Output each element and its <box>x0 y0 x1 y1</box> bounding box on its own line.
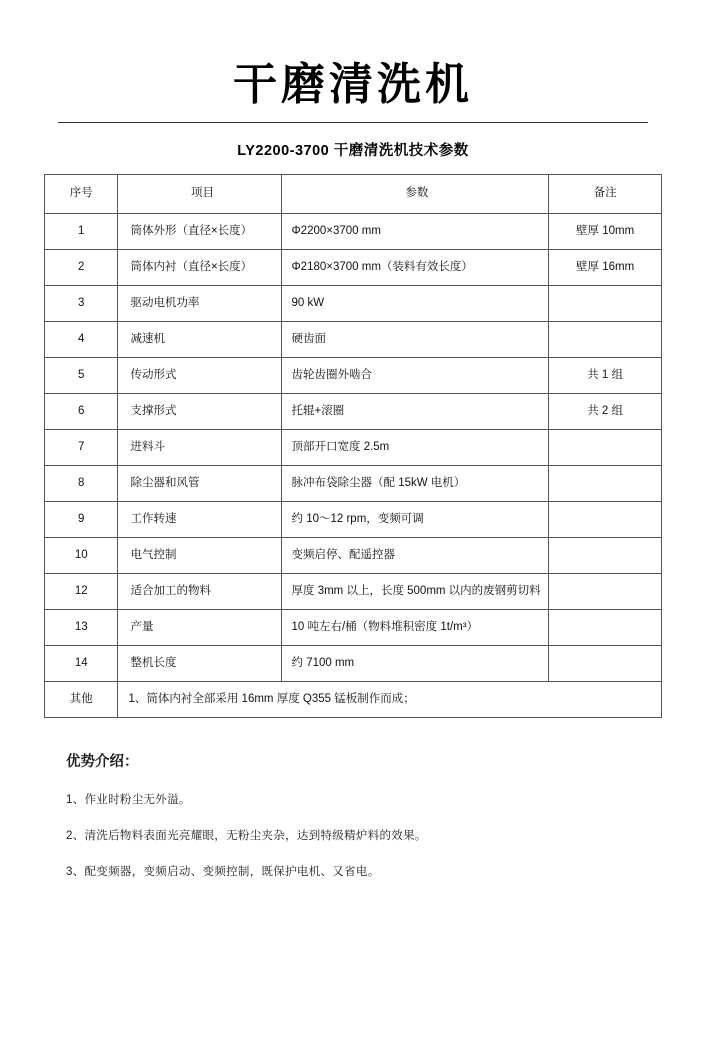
cell-no: 10 <box>45 538 118 574</box>
cell-item: 整机长度 <box>118 646 281 682</box>
cell-no: 5 <box>45 358 118 394</box>
table-row <box>45 394 662 430</box>
cell-no: 6 <box>45 394 118 430</box>
title-divider <box>58 122 648 123</box>
table-row <box>45 610 662 646</box>
table-header-remark: 备注 <box>549 175 662 214</box>
cell-remark <box>549 322 662 358</box>
cell-no: 1 <box>45 214 118 250</box>
spec-table <box>44 174 662 718</box>
table-row <box>45 430 662 466</box>
cell-param: Φ2200×3700 mm <box>281 214 549 250</box>
cell-no: 7 <box>45 430 118 466</box>
cell-other-label: 其他 <box>45 682 118 718</box>
cell-param: 脉冲布袋除尘器（配 15kW 电机） <box>281 466 549 502</box>
table-row <box>45 358 662 394</box>
table-row <box>45 502 662 538</box>
table-row <box>45 646 662 682</box>
cell-item: 减速机 <box>118 322 281 358</box>
cell-no: 4 <box>45 322 118 358</box>
cell-remark <box>549 430 662 466</box>
cell-remark <box>549 574 662 610</box>
cell-item: 电气控制 <box>118 538 281 574</box>
table-header-no: 序号 <box>45 175 118 214</box>
cell-param: 90 kW <box>281 286 549 322</box>
cell-param: 硬齿面 <box>281 322 549 358</box>
cell-remark: 共 2 组 <box>549 394 662 430</box>
cell-remark <box>549 286 662 322</box>
page-title: 干磨清洗机 <box>233 60 473 109</box>
table-row <box>45 250 662 286</box>
table-row <box>45 538 662 574</box>
cell-item: 驱动电机功率 <box>118 286 281 322</box>
cell-item: 产量 <box>118 610 281 646</box>
cell-param: 顶部开口宽度 2.5m <box>281 430 549 466</box>
table-row <box>45 574 662 610</box>
table-row <box>45 466 662 502</box>
cell-param: 厚度 3mm 以上，长度 500mm 以内的废钢剪切料 <box>281 574 549 610</box>
cell-no: 3 <box>45 286 118 322</box>
cell-remark <box>549 502 662 538</box>
cell-remark <box>549 610 662 646</box>
cell-other-text: 1、筒体内衬全部采用 16mm 厚度 Q355 锰板制作而成； <box>118 682 662 718</box>
cell-no: 12 <box>45 574 118 610</box>
cell-remark <box>549 538 662 574</box>
cell-item: 进料斗 <box>118 430 281 466</box>
cell-param: 约 7100 mm <box>281 646 549 682</box>
cell-param: 齿轮齿圈外啮合 <box>281 358 549 394</box>
cell-param: 10 吨左右/桶（物料堆积密度 1t/m³） <box>281 610 549 646</box>
advantage-item: 3、配变频器，变频启动、变频控制，既保护电机、又省电。 <box>66 866 380 878</box>
table-caption: LY2200-3700 干磨清洗机技术参数 <box>237 143 469 159</box>
table-header-row <box>45 175 662 214</box>
table-row <box>45 286 662 322</box>
table-row <box>45 214 662 250</box>
cell-item: 筒体外形（直径×长度） <box>118 214 281 250</box>
cell-item: 筒体内衬（直径×长度） <box>118 250 281 286</box>
cell-item: 传动形式 <box>118 358 281 394</box>
advantage-item: 2、清洗后物料表面光亮耀眼，无粉尘夹杂，达到特级精炉料的效果。 <box>66 830 427 842</box>
cell-remark <box>549 646 662 682</box>
table-header-item: 项目 <box>118 175 281 214</box>
cell-no: 13 <box>45 610 118 646</box>
cell-remark: 壁厚 10mm <box>549 214 662 250</box>
cell-item: 除尘器和风管 <box>118 466 281 502</box>
cell-param: 托辊+滚圈 <box>281 394 549 430</box>
cell-param: Φ2180×3700 mm（装料有效长度） <box>281 250 549 286</box>
cell-no: 8 <box>45 466 118 502</box>
table-row <box>45 322 662 358</box>
document-page <box>0 48 706 1048</box>
cell-no: 14 <box>45 646 118 682</box>
cell-item: 支撑形式 <box>118 394 281 430</box>
cell-no: 2 <box>45 250 118 286</box>
cell-remark: 共 1 组 <box>549 358 662 394</box>
cell-item: 工作转速 <box>118 502 281 538</box>
cell-no: 9 <box>45 502 118 538</box>
advantages-heading: 优势介绍： <box>66 754 139 770</box>
advantage-item: 1、作业时粉尘无外溢。 <box>66 794 191 806</box>
cell-item: 适合加工的物料 <box>118 574 281 610</box>
cell-param: 约 10～12 rpm，变频可调 <box>281 502 549 538</box>
cell-remark <box>549 466 662 502</box>
table-row-other <box>45 682 662 718</box>
cell-param: 变频启停、配遥控器 <box>281 538 549 574</box>
cell-remark: 壁厚 16mm <box>549 250 662 286</box>
table-header-param: 参数 <box>281 175 549 214</box>
